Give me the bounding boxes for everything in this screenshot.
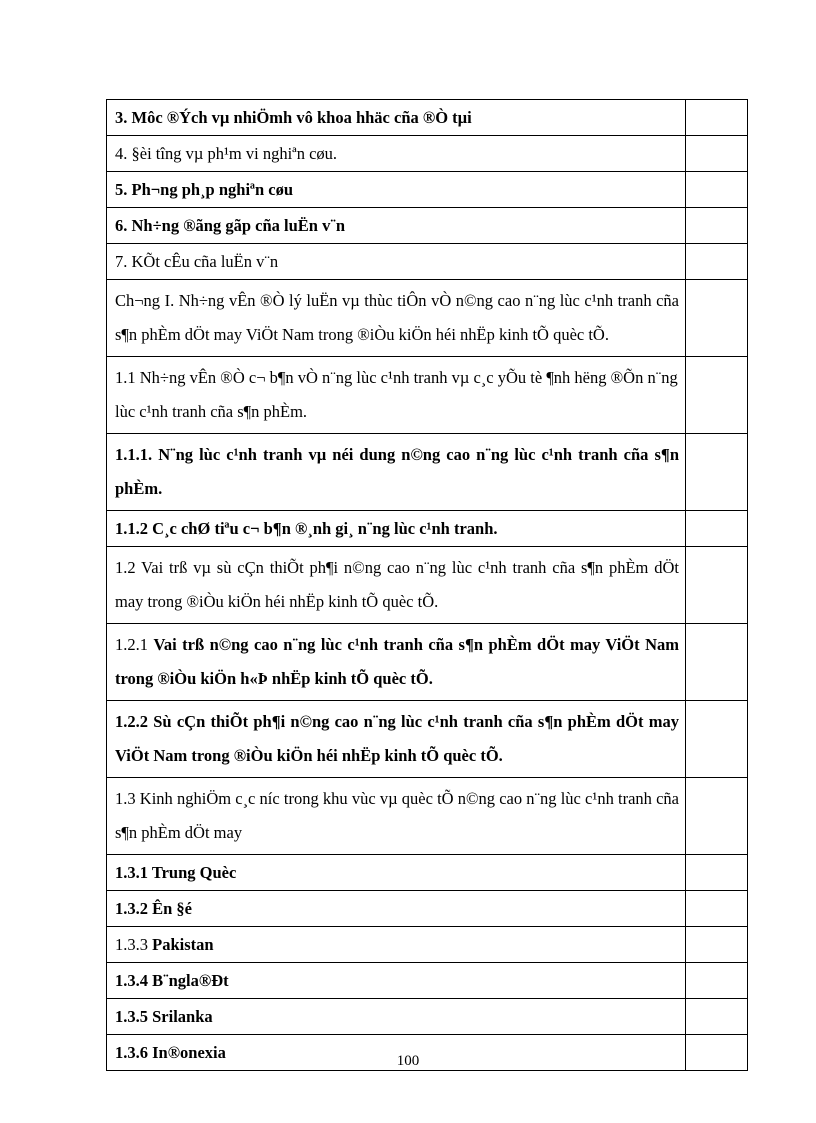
toc-entry-number: 1.2.1 (115, 635, 154, 654)
table-row (107, 855, 748, 891)
toc-page-cell (686, 963, 748, 999)
toc-entry-text: 4. §èi tîng vµ ph¹m vi nghiªn cøu. (107, 136, 686, 172)
toc-page-cell (686, 927, 748, 963)
toc-entry-text: 1.3.4 B¨ngla®Ðt (107, 963, 686, 999)
toc-page-cell (686, 701, 748, 778)
toc-page-cell (686, 434, 748, 511)
table-row (107, 434, 748, 511)
toc-entry-text: Ch¬ng I. Nh÷ng vÊn ®Ò lý luËn vµ thùc tiÔn vÒ n©ng cao n¨ng lùc c¹nh tranh cña s¶n phÈm dÖt may ViÖt Nam trong ®iÒu kiÖn héi nhËp kinh tÕ quèc tÕ. (107, 280, 686, 357)
toc-entry-text: 3. Môc ®Ých vµ nhiÖmh vô khoa hhäc cña ®Ò tµi (107, 100, 686, 136)
toc-entry-text: 1.3.1 Trung Quèc (107, 855, 686, 891)
table-row (107, 357, 748, 434)
table-row (107, 136, 748, 172)
table-row (107, 100, 748, 136)
toc-page-cell (686, 511, 748, 547)
table-row (107, 624, 748, 701)
table-row (107, 547, 748, 624)
toc-entry-title: Vai trß n©ng cao n¨ng lùc c¹nh tranh cña s¶n phÈm dÖt may ViÖt Nam trong ®iÒu kiÖn h«Þ nhËp kinh tÕ quèc tÕ. (115, 635, 680, 688)
table-row (107, 891, 748, 927)
table-row (107, 927, 748, 963)
toc-page-cell (686, 136, 748, 172)
table-row (107, 280, 748, 357)
toc-entry-text: 6. Nh÷ng ®ãng gãp cña luËn v¨n (107, 208, 686, 244)
toc-entry-text: 1.2 Vai trß vµ sù cÇn thiÕt ph¶i n©ng cao n¨ng lùc c¹nh tranh cña s¶n phÈm dÖt may trong ®iÒu kiÖn héi nhËp kinh tÕ quèc tÕ. (107, 547, 686, 624)
toc-entry-text (107, 927, 686, 963)
table-row (107, 999, 748, 1035)
toc-entry-text (107, 624, 686, 701)
toc-entry-text: 1.3.2 Ên §é (107, 891, 686, 927)
toc-page-cell (686, 244, 748, 280)
toc-page-cell (686, 624, 748, 701)
toc-entry-number: 1.3.3 (115, 935, 153, 954)
table-row (107, 172, 748, 208)
toc-entry-text: 1.1.2 C¸c chØ tiªu c¬ b¶n ®¸nh gi¸ n¨ng lùc c¹nh tranh. (107, 511, 686, 547)
toc-entry-text: 1.3 Kinh nghiÖm c¸c níc trong khu vùc vµ quèc tÕ n©ng cao n¨ng lùc c¹nh tranh cña s¶n phÈm dÖt may (107, 778, 686, 855)
toc-page-cell (686, 855, 748, 891)
toc-page-cell (686, 172, 748, 208)
toc-entry-text: 7. KÕt cÊu cña luËn v¨n (107, 244, 686, 280)
toc-page-cell (686, 778, 748, 855)
toc-entry-text: 1.1 Nh÷ng vÊn ®Ò c¬ b¶n vÒ n¨ng lùc c¹nh tranh vµ c¸c yÕu tè ¶nh hëng ®Õn n¨ng lùc c¹nh tranh cña s¶n phÈm. (107, 357, 686, 434)
toc-entry-text: 1.3.5 Srilanka (107, 999, 686, 1035)
page-number: 100 (396, 1053, 420, 1069)
toc-entry-title: Pakistan (152, 935, 214, 954)
toc-page-cell (686, 357, 748, 434)
table-row (107, 511, 748, 547)
toc-entry-text: 1.1.1. N¨ng lùc c¹nh tranh vµ néi dung n©ng cao n¨ng lùc c¹nh tranh cña s¶n phÈm. (107, 434, 686, 511)
table-of-contents (106, 99, 748, 1071)
toc-page-cell (686, 280, 748, 357)
toc-page-cell (686, 100, 748, 136)
toc-page-cell (686, 891, 748, 927)
table-row (107, 208, 748, 244)
toc-page-cell (686, 208, 748, 244)
toc-page-cell (686, 547, 748, 624)
toc-page-cell (686, 999, 748, 1035)
toc-entry-text: 1.3.6 In®onexia (107, 1035, 686, 1071)
table-row (107, 778, 748, 855)
table-row (107, 963, 748, 999)
table-row (107, 244, 748, 280)
toc-entry-text: 5. Ph¬ng ph¸p nghiªn cøu (107, 172, 686, 208)
toc-entry-text: 1.2.2 Sù cÇn thiÕt ph¶i n©ng cao n¨ng lùc c¹nh tranh cña s¶n phÈm dÖt may ViÖt Nam trong ®iÒu kiÖn héi nhËp kinh tÕ quèc tÕ. (107, 701, 686, 778)
table-row (107, 701, 748, 778)
